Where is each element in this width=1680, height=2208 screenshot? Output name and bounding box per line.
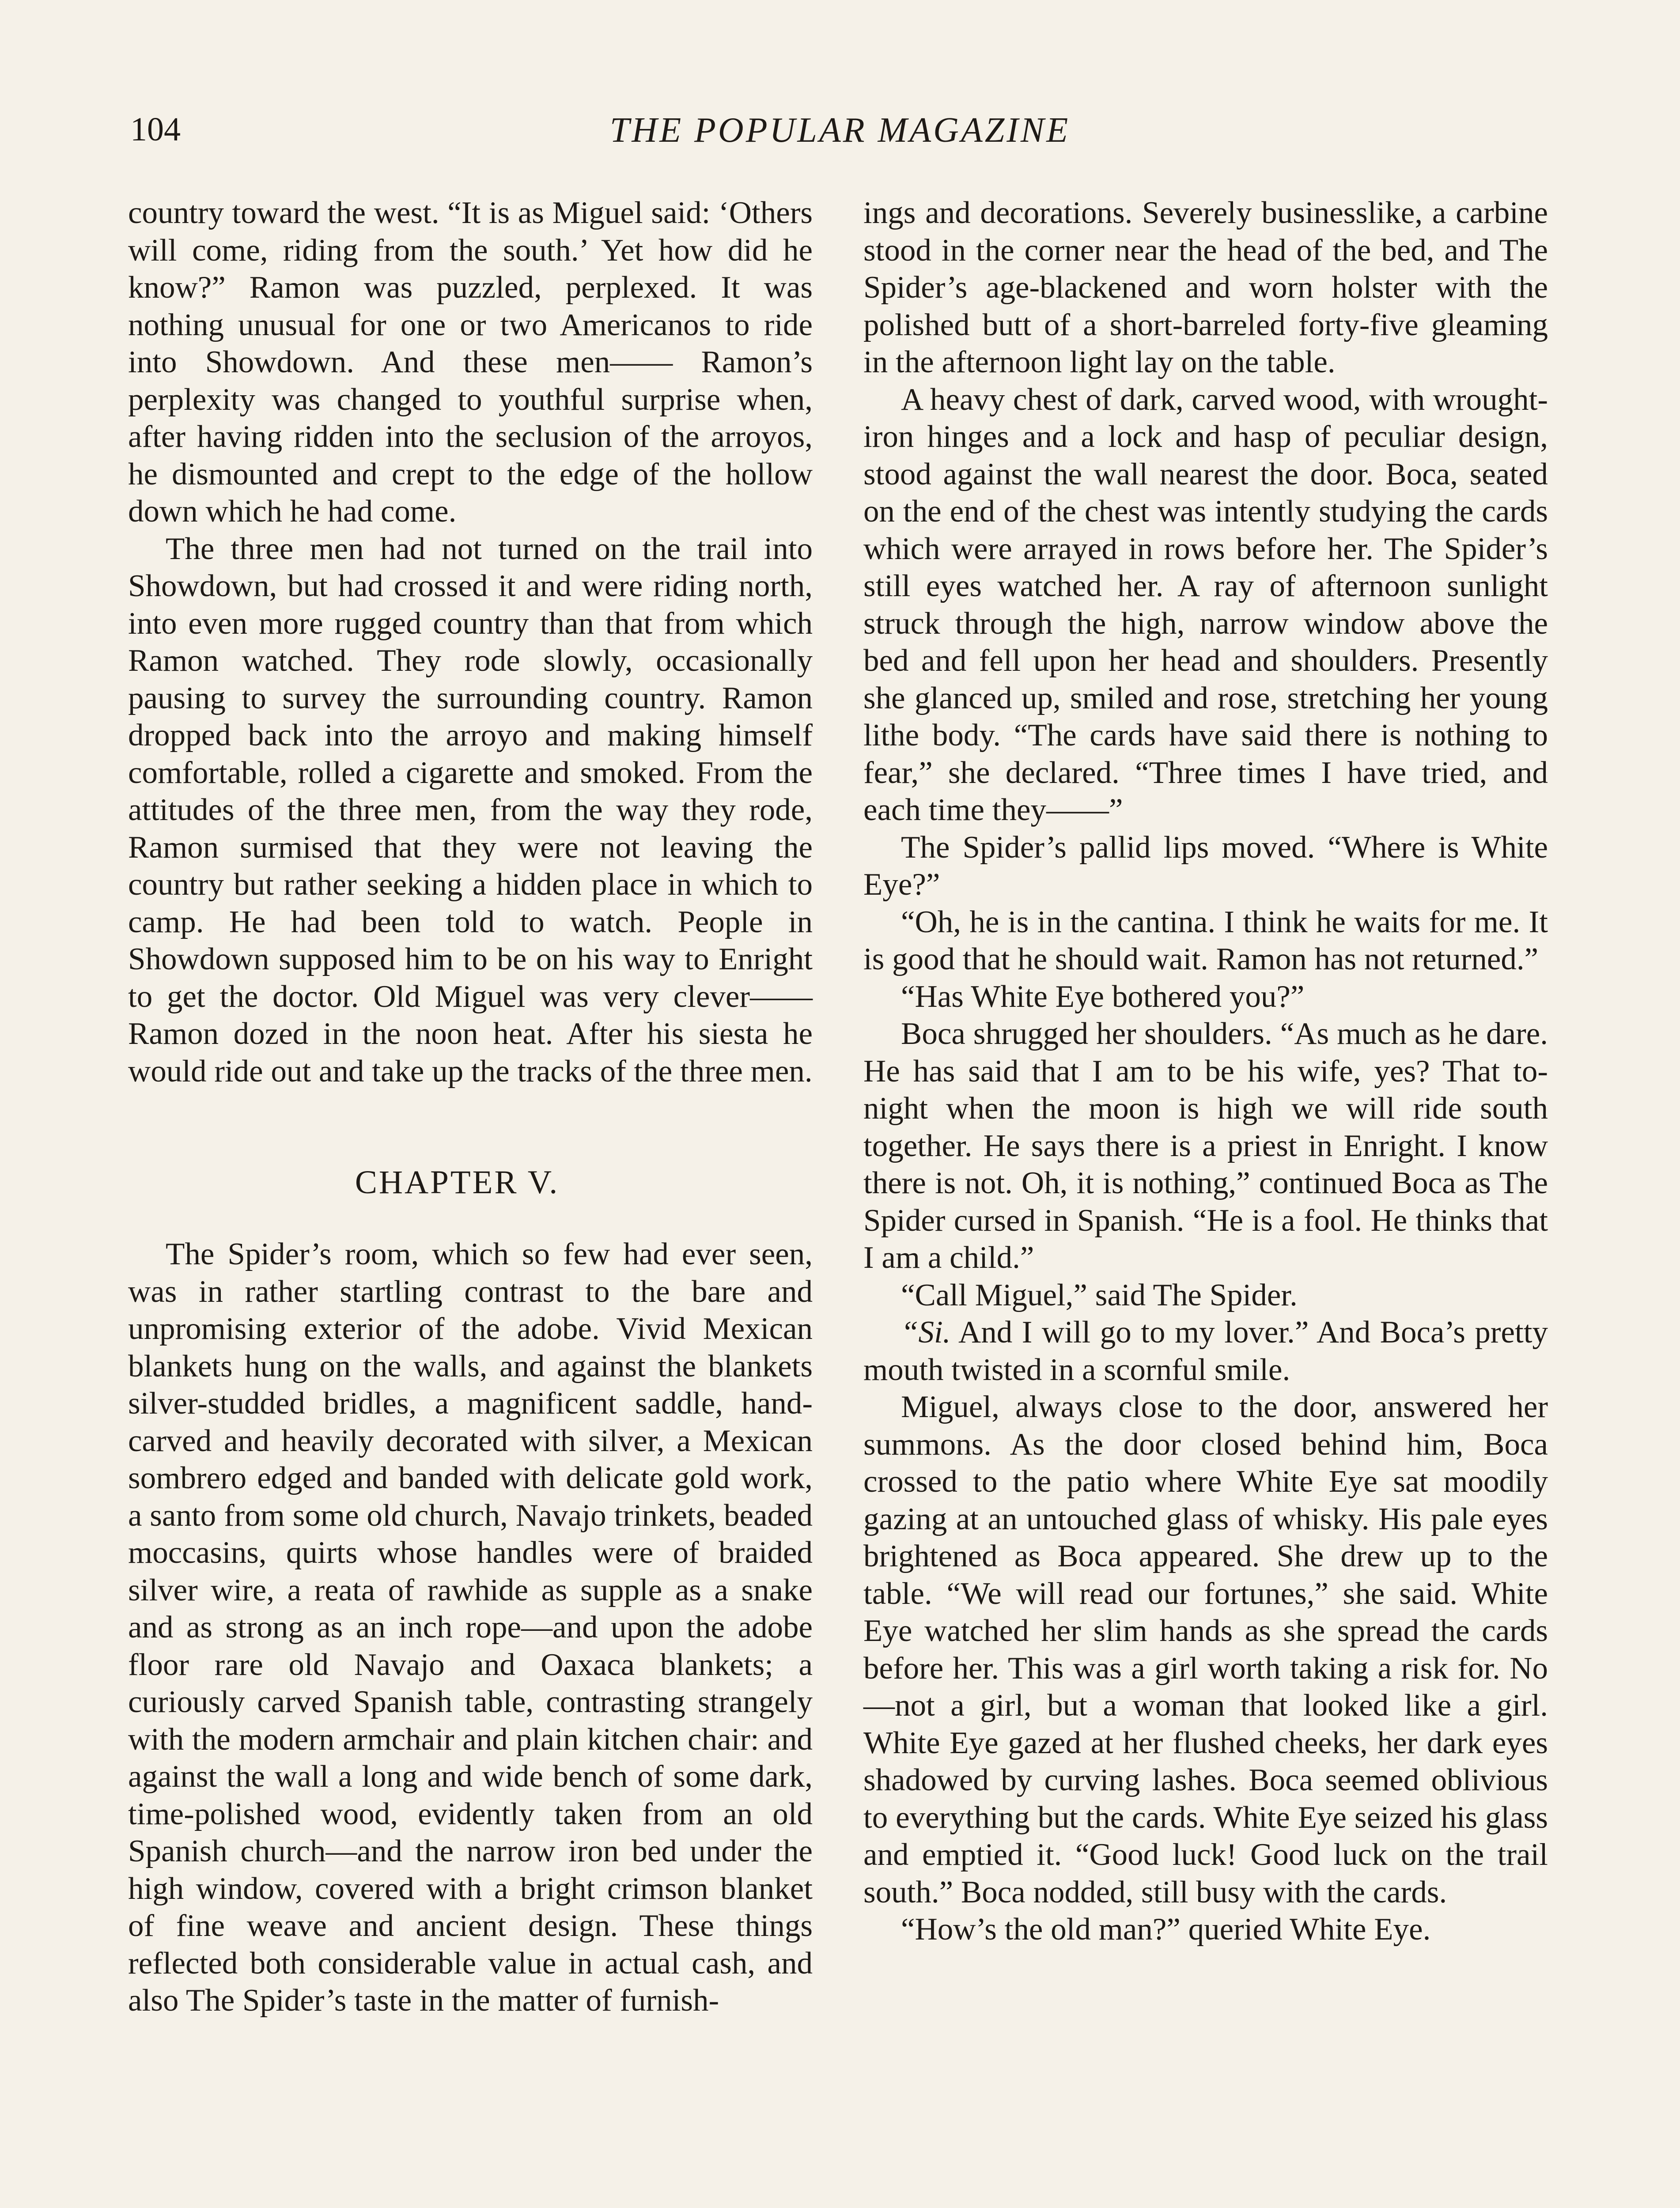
- paragraph: The Spider’s pallid lips moved. “Where is White Eye?”: [863, 830, 1548, 902]
- right-column: [863, 194, 1548, 1948]
- paragraph: “Has White Eye bothered you?”: [901, 979, 1305, 1014]
- page-number: 104: [130, 111, 181, 148]
- italic-si: “Si.: [901, 1315, 951, 1350]
- paragraph: The three men had not turned on the trail into Showdown, but had crossed it and were riding north, into even more rugged country than that from which Ramon watched. They rode slowly, occasionally pausing to survey the surrounding country. Ramon dropped back into the arroyo and making himself comfortable, rolled a cigarette and smoked. From the attitudes of the three men, from the way they rode, Ramon surmised that they were not leaving the country but rather seeking a hidden place in which to camp. He had been told to watch. People in Showdown supposed him to be on his way to Enright to get the doctor. Old Miguel was very clever—— Ramon dozed in the noon heat. After his siesta he would ride out and take up the tracks of the three men.: [128, 531, 813, 1089]
- paragraph: ings and decorations. Severely businesslike, a carbine stood in the corner near the head of the bed, and The Spider’s age-blackened and worn holster with the polished butt of a short-barreled forty-five gleaming in the afternoon light lay on the table.: [863, 196, 1548, 379]
- paragraph: [863, 1314, 1548, 1388]
- paragraph: The Spider’s room, which so few had ever seen, was in rather startling contrast to the bare and unpromising exterior of the adobe. Vivid Mexican blankets hung on the walls, and against the blankets silver-studded bridles, a magnificent saddle, hand-carved and heavily decorated with silver, a Mexican sombrero edged and banded with delicate gold work, a santo from some old church, Navajo trinkets, beaded moccasins, quirts whose handles were of braided silver wire, a reata of rawhide as supple as a snake and as strong as an inch rope—and upon the adobe floor rare old Navajo and Oaxaca blankets; a curiously carved Spanish table, contrasting strangely with the modern armchair and plain kitchen chair: and against the wall a long and wide bench of some dark, time-polished wood, evidently taken from an old Spanish church—and the narrow iron bed under the high window, covered with a bright crimson blanket of fine weave and ancient design. These things reflected both considerable value in actual cash, and also The Spider’s taste in the matter of furnish-: [128, 1237, 813, 2018]
- running-head-title: THE POPULAR MAGAZINE: [609, 111, 1071, 150]
- paragraph: A heavy chest of dark, carved wood, with wrought-iron hinges and a lock and hasp of peculiar design, stood against the wall nearest the door. Boca, seated on the end of the chest was intently studying the cards which were arrayed in rows before her. The Spider’s still eyes watched her. A ray of afternoon sunlight struck through the high, narrow window above the bed and fell upon her head and shoulders. Presently she glanced up, smiled and rose, stretching her young lithe body. “The cards have said there is nothing to fear,” she declared. “Three times I have tried, and each time they——”: [863, 382, 1548, 827]
- paragraph: “Call Miguel,” said The Spider.: [901, 1278, 1298, 1312]
- paragraph: Miguel, always close to the door, answered her summons. As the door closed behind him, Boca crossed to the patio where White Eye sat moodily gazing at an untouched glass of whisky. His pale eyes brightened as Boca appeared. She drew up to the table. “We will read our fortunes,” she said. White Eye watched her slim hands as she spread the cards before her. This was a girl worth taking a risk for. No—not a girl, but a woman that looked like a girl. White Eye gazed at her flushed cheeks, her dark eyes shadowed by curving lashes. Boca seemed oblivious to everything but the cards. White Eye seized his glass and emptied it. “Good luck! Good luck on the trail south.” Boca nodded, still busy with the cards.: [863, 1390, 1548, 1909]
- paragraph: Boca shrugged her shoulders. “As much as he dare. He has said that I am to be his wife, yes? That to-night when the moon is high we will ride south together. He says there is a priest in Enright. I know there is not. Oh, it is nothing,” continued Boca as The Spider cursed in Spanish. “He is a fool. He thinks that I am a child.”: [863, 1017, 1548, 1275]
- paragraph-text: And I will go to my lover.” And Boca’s pretty mouth twisted in a scornful smile.: [863, 1315, 1548, 1387]
- paragraph: “Oh, he is in the cantina. I think he waits for me. It is good that he should wait. Ramon has not returned.”: [863, 904, 1548, 976]
- paragraph: country toward the west. “It is as Miguel said: ‘Others will come, riding from the south.’ Yet how did he know?” Ramon was puzzled, perplexed. It was nothing unusual for one or two Americanos to ride into Showdown. And these men—— Ramon’s perplexity was changed to youthful surprise when, after having ridden into the seclusion of the arroyos, he dismounted and crept to the edge of the hollow down which he had come.: [128, 196, 813, 529]
- left-column: [128, 194, 813, 2019]
- chapter-heading: CHAPTER V.: [355, 1164, 560, 1201]
- paragraph: “How’s the old man?” queried White Eye.: [901, 1912, 1431, 1947]
